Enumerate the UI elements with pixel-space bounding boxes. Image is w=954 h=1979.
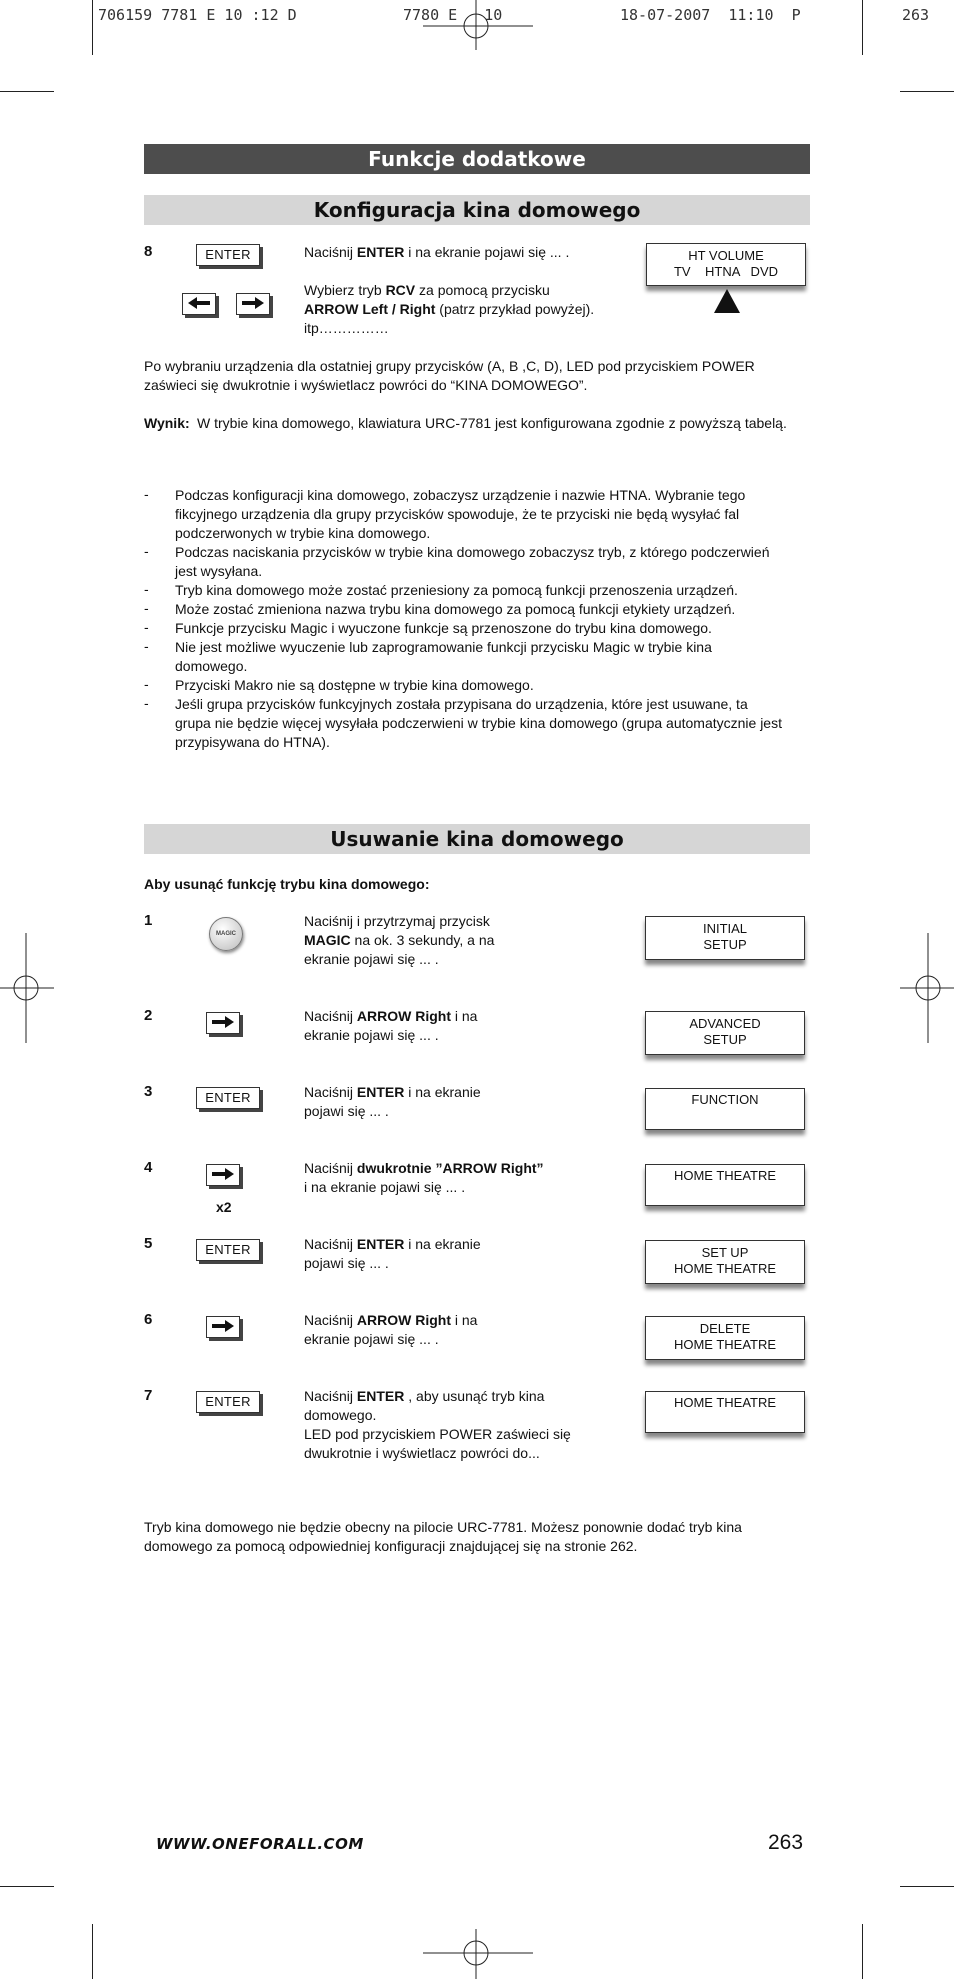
registration-mark-icon bbox=[0, 933, 54, 1043]
enter-key-icon: ENTER bbox=[196, 1391, 260, 1413]
print-job-id: 706159 7781 E 10 :12 D bbox=[98, 6, 297, 24]
lcd-line: HT VOLUME bbox=[688, 248, 764, 263]
section-title-delete: Usuwanie kina domowego bbox=[144, 824, 810, 854]
lcd-screen bbox=[646, 243, 806, 286]
crop-mark bbox=[92, 0, 93, 55]
step-number: 8 bbox=[144, 243, 153, 260]
arrow-right-key-icon bbox=[206, 1316, 240, 1338]
bullet-marker: - bbox=[144, 543, 149, 559]
step-number: 5 bbox=[144, 1235, 153, 1252]
crop-mark bbox=[0, 1886, 54, 1887]
lcd-line: SET UP bbox=[701, 1245, 749, 1260]
lcd-screen bbox=[645, 1391, 805, 1433]
crop-mark bbox=[900, 91, 954, 92]
lcd-screen bbox=[645, 916, 805, 960]
arrow-right-key-icon bbox=[206, 1012, 240, 1034]
print-datetime: 18-07-2007 11:10 P bbox=[620, 6, 801, 24]
step8-line2: Wybierz tryb RCV za pomocą przycisku bbox=[304, 282, 550, 298]
crop-mark bbox=[862, 1924, 863, 1979]
lcd-screen bbox=[645, 1088, 805, 1130]
list-item: Funkcje przycisku Magic i wyuczone funkcje są przenoszone do trybu kina domowego. bbox=[175, 620, 712, 636]
list-item: Tryb kina domowego może zostać przeniesiony za pomocą funkcji przenoszenia urządzeń. bbox=[175, 582, 738, 598]
paragraph-led: Po wybraniu urządzenia dla ostatniej grupy przycisków (A, B ,C, D), LED pod przyciskiem POWER zaświeci się dwukrotnie i wyświetlacz powróci do “KINA DOMOWEGO”. bbox=[144, 358, 755, 393]
step-number: 4 bbox=[144, 1159, 153, 1176]
step-text: Naciśnij i przytrzymaj przycisk MAGIC na ok. 3 sekundy, a na ekranie pojawi się ... . bbox=[304, 913, 495, 967]
step-number: 6 bbox=[144, 1311, 153, 1328]
step-text: Naciśnij dwukrotnie ”ARROW Right” i na ekranie pojawi się ... . bbox=[304, 1160, 544, 1195]
lcd-screen bbox=[645, 1240, 805, 1284]
registration-mark-icon bbox=[423, 1929, 533, 1979]
enter-key-icon: ENTER bbox=[196, 244, 260, 266]
step8-line4: itp…………… bbox=[304, 320, 389, 336]
print-ref: 7780 E 10 bbox=[403, 6, 503, 24]
enter-key-icon: ENTER bbox=[196, 1239, 260, 1261]
website-link[interactable]: WWW.ONEFORALL.COM bbox=[156, 1835, 364, 1853]
bullet-marker: - bbox=[144, 638, 149, 654]
list-item: Może zostać zmieniona nazwa trybu kina domowego za pomocą funkcji etykiety urządzeń. bbox=[175, 601, 736, 617]
bullet-marker: - bbox=[144, 581, 149, 597]
crop-mark bbox=[900, 1886, 954, 1887]
lcd-line: HOME THEATRE bbox=[673, 1168, 777, 1183]
step-text: Naciśnij ENTER , aby usunąć tryb kina domowego. LED pod przyciskiem POWER zaświeci się dwukrotnie i wyświetlacz powróci do... bbox=[304, 1388, 571, 1461]
magic-key-label: MAGIC bbox=[216, 931, 236, 937]
step8-line3: ARROW Left / Right (patrz przykład powyżej). bbox=[304, 301, 595, 317]
lcd-screen bbox=[645, 1011, 805, 1055]
enter-key-icon: ENTER bbox=[196, 1087, 260, 1109]
arrow-right-key-icon bbox=[206, 1164, 240, 1186]
lcd-line: INITIAL bbox=[702, 921, 748, 936]
lcd-line: FUNCTION bbox=[691, 1092, 759, 1107]
bullet-marker: - bbox=[144, 486, 149, 502]
registration-mark-icon bbox=[423, 0, 533, 50]
lcd-line: HOME THEATRE bbox=[673, 1395, 777, 1410]
page-number: 263 bbox=[768, 1831, 804, 1854]
lcd-line: TV HTNA DVD bbox=[673, 264, 778, 279]
bullet-marker: - bbox=[144, 695, 149, 711]
lcd-line: SETUP bbox=[703, 1032, 747, 1047]
lcd-line: DELETE bbox=[699, 1321, 751, 1336]
banner-title: Funkcje dodatkowe bbox=[144, 144, 810, 174]
lcd-screen bbox=[645, 1164, 805, 1206]
intro-text: Aby usunąć funkcję trybu kina domowego: bbox=[144, 876, 430, 892]
crop-mark bbox=[0, 91, 54, 92]
registration-mark-icon bbox=[900, 933, 954, 1043]
pointer-triangle-icon bbox=[714, 289, 740, 313]
step-text: Naciśnij ARROW Right i na ekranie pojawi się ... . bbox=[304, 1008, 478, 1043]
list-item: Podczas naciskania przycisków w trybie kina domowego zobaczysz tryb, z którego podczerwień jest wysyłana. bbox=[175, 544, 770, 579]
step-number: 2 bbox=[144, 1007, 153, 1024]
lcd-line: SETUP bbox=[703, 937, 747, 952]
step-number: 3 bbox=[144, 1083, 153, 1100]
crop-mark bbox=[92, 1924, 93, 1979]
list-item: Przyciski Makro nie są dostępne w trybie kina domowego. bbox=[175, 677, 534, 693]
list-item: Nie jest możliwe wyuczenie lub zaprogramowanie funkcji przycisku Magic w trybie kina domowego. bbox=[175, 639, 712, 674]
lcd-line: ADVANCED bbox=[689, 1016, 761, 1031]
result-text: W trybie kina domowego, klawiatura URC-7781 jest konfigurowana zgodnie z powyższą tabelą. bbox=[197, 415, 787, 431]
list-item: Jeśli grupa przycisków funkcyjnych została przypisana do urządzenia, które jest usuwane, ta grupa nie będzie więcej wysyłała podczerwieni w trybie kina domowego (grupa automatycznie jest przypisywana do HTNA). bbox=[175, 696, 782, 750]
step-number: 1 bbox=[144, 912, 153, 929]
step-text: Naciśnij ENTER i na ekranie pojawi się ... . bbox=[304, 1084, 481, 1119]
repeat-count-label: x2 bbox=[216, 1199, 232, 1215]
step-text: Naciśnij ENTER i na ekranie pojawi się ... . bbox=[304, 1236, 481, 1271]
bullet-marker: - bbox=[144, 600, 149, 616]
crop-mark bbox=[862, 0, 863, 55]
arrow-right-key-icon bbox=[236, 293, 270, 315]
list-item: Podczas konfiguracji kina domowego, zobaczysz urządzenie i nazwie HTNA. Wybranie tego fikcyjnego urządzenia dla grupy przycisków spowoduje, że te przyciski nie będą wysyłać fal podczerwonych w trybie kina domowego. bbox=[175, 487, 746, 541]
magic-key-icon bbox=[209, 917, 243, 951]
lcd-line: HOME THEATRE bbox=[673, 1337, 777, 1352]
lcd-line: HOME THEATRE bbox=[673, 1261, 777, 1276]
print-page: 263 bbox=[902, 6, 930, 24]
closing-paragraph: Tryb kina domowego nie będzie obecny na pilocie URC-7781. Możesz ponownie dodać tryb kina domowego za pomocą odpowiedniej konfiguracji znajdującej się na stronie 262. bbox=[144, 1519, 742, 1554]
bullet-marker: - bbox=[144, 676, 149, 692]
bullet-marker: - bbox=[144, 619, 149, 635]
step-number: 7 bbox=[144, 1387, 153, 1404]
result-label: Wynik: bbox=[144, 415, 190, 431]
arrow-left-key-icon bbox=[182, 293, 216, 315]
lcd-screen bbox=[645, 1316, 805, 1360]
section-title-config: Konfiguracja kina domowego bbox=[144, 195, 810, 225]
step8-line1: Naciśnij ENTER i na ekranie pojawi się ... . bbox=[304, 244, 570, 260]
step-text: Naciśnij ARROW Right i na ekranie pojawi się ... . bbox=[304, 1312, 478, 1347]
